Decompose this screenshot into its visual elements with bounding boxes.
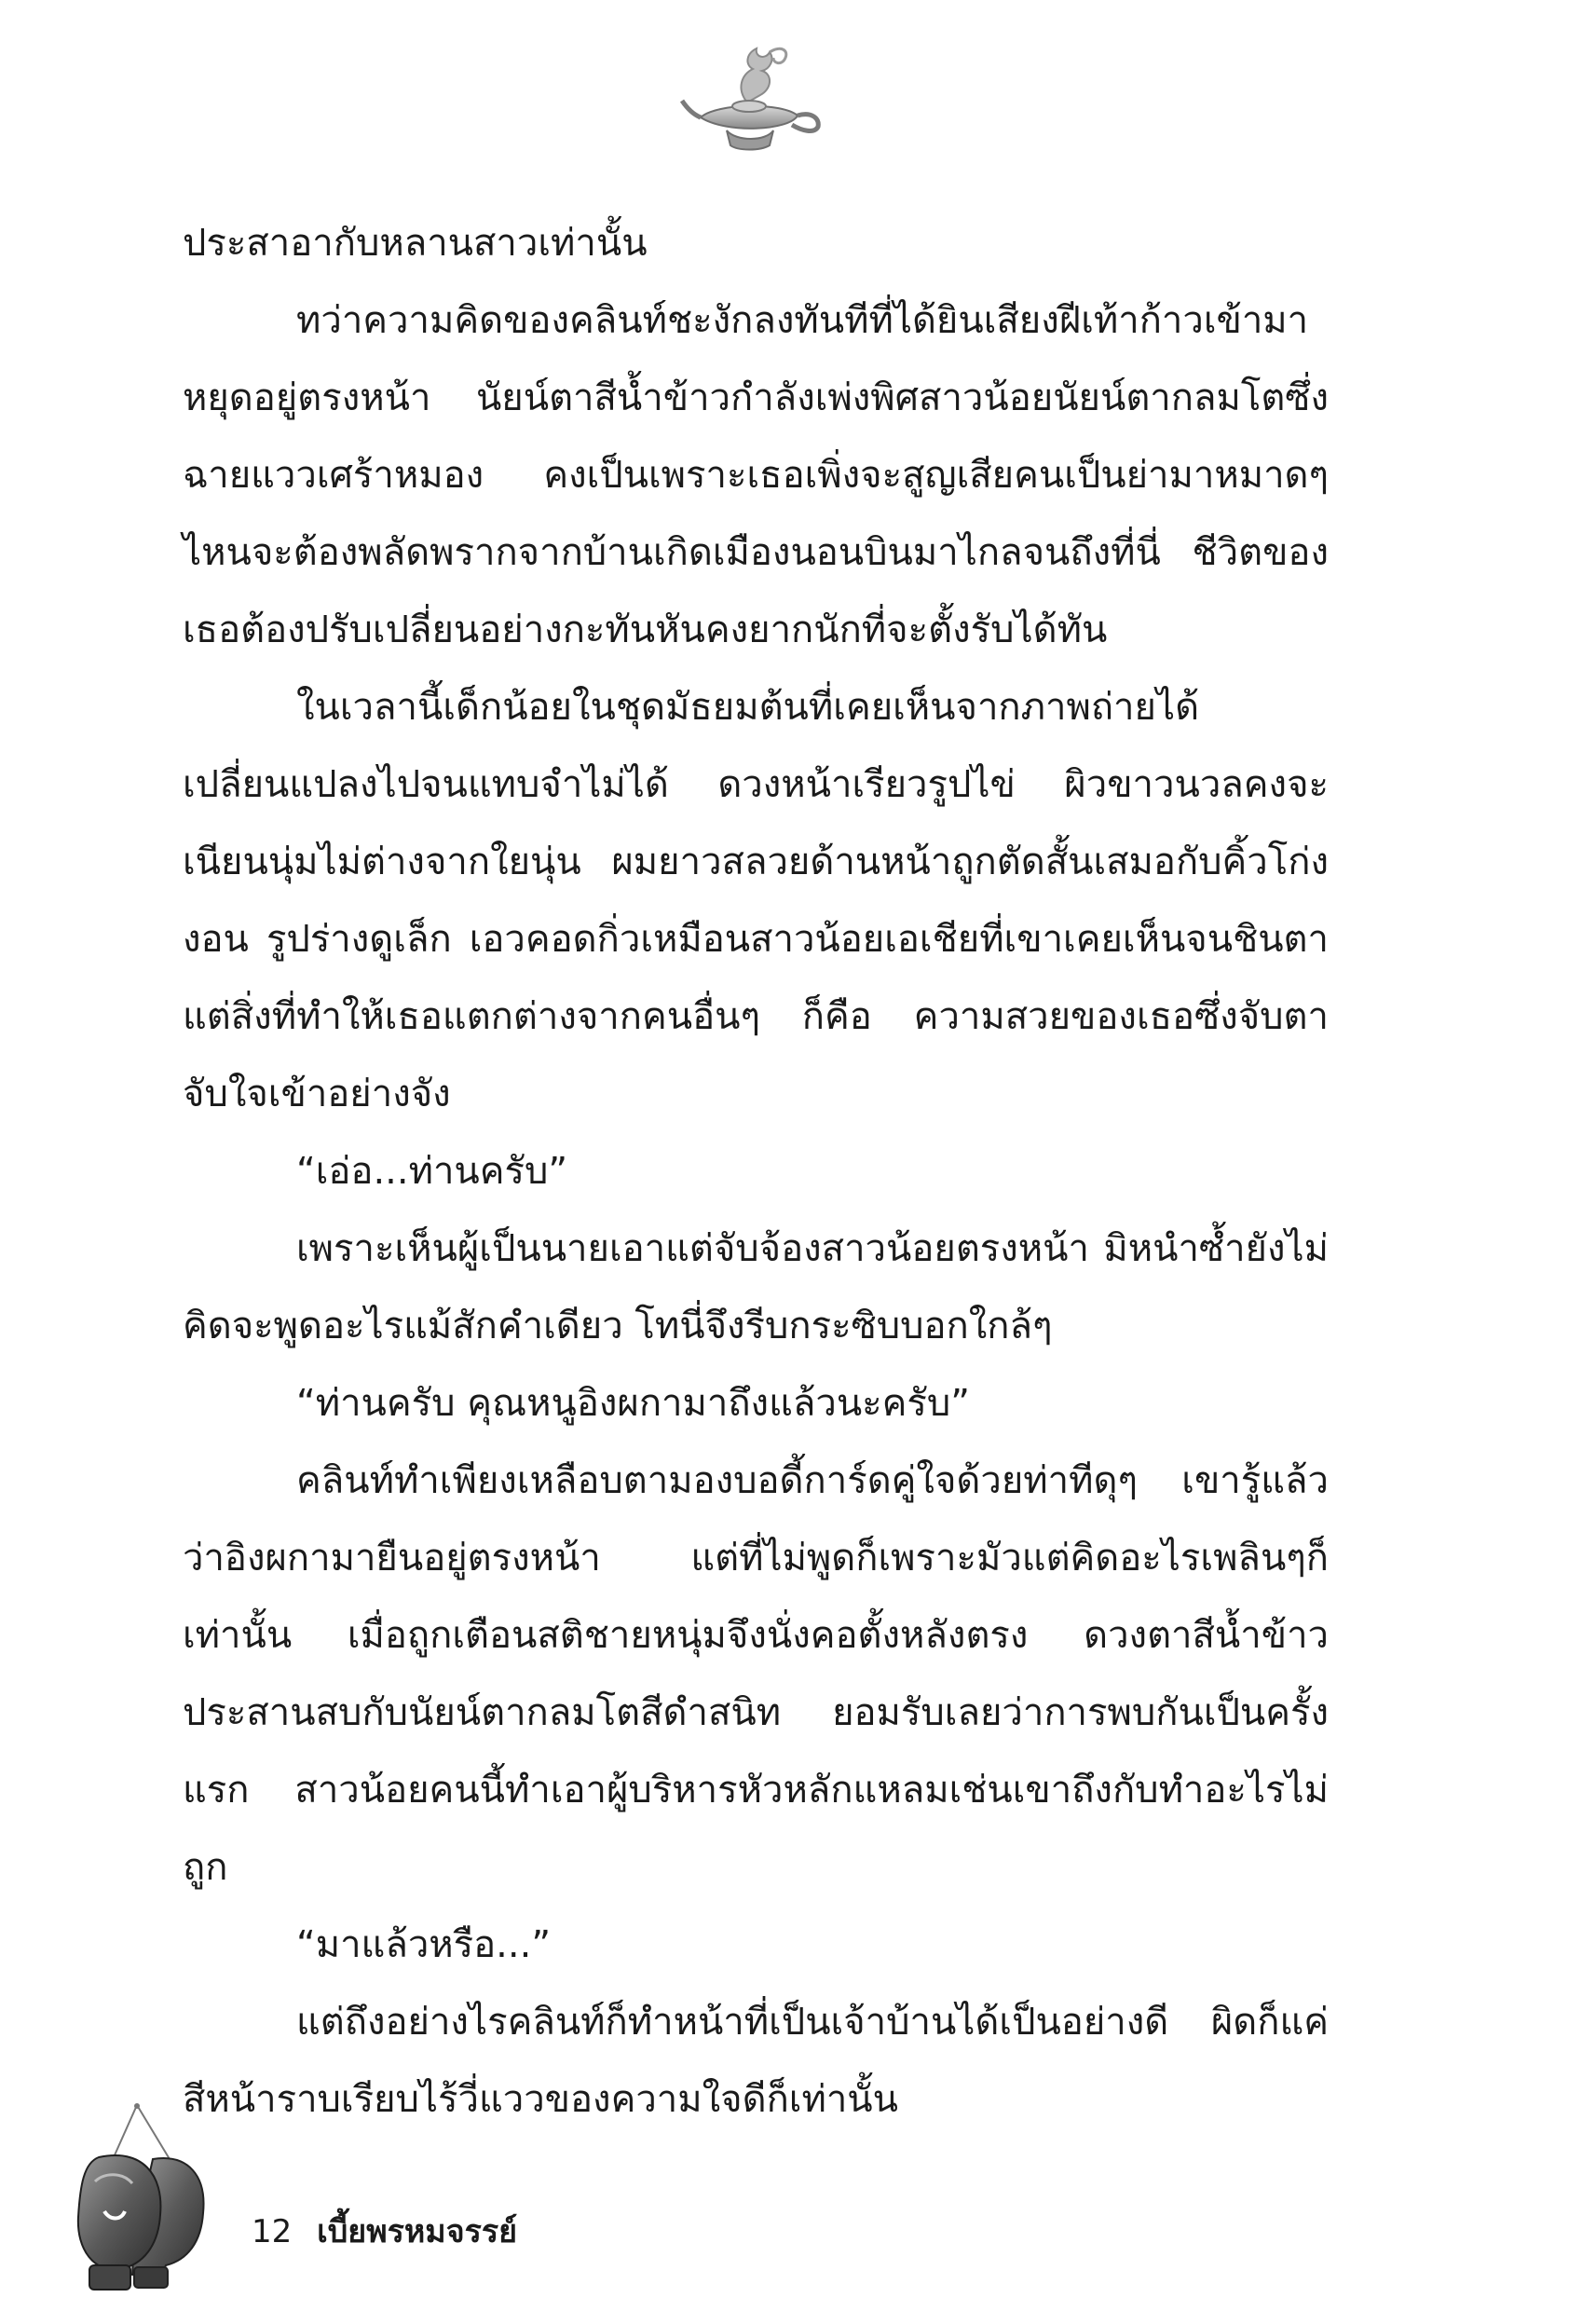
genie-lamp-icon [680,37,829,158]
paragraph: ประสาอากับหลานสาวเท่านั้น [183,222,648,265]
book-title: เบี้ยพรหมจรรย์ [317,2213,518,2250]
dialogue-line: “มาแล้วหรือ...” [296,1923,552,1966]
page-footer [252,2208,517,2255]
body-text [183,205,1329,2139]
paragraph: แต่ถึงอย่างไรคลินท์ก็ทำหน้าที่เป็นเจ้าบ้านได้เป็นอย่างดี ผิดก็แค่สีหน้าราบเรียบไร้วี่แววของความใจดีก็เท่านั้น [183,2001,1329,2121]
paragraph: ในเวลานี้เด็กน้อยในชุดมัธยมต้นที่เคยเห็นจากภาพถ่ายได้เปลี่ยนแปลงไปจนแทบจำไม่ได้ ดวงหน้าเรียวรูปไข่ ผิวขาวนวลคงจะเนียนนุ่มไม่ต่างจากใยนุ่น ผมยาวสลวยด้านหน้าถูกตัดสั้นเสมอกับคิ้วโก่งงอน รูปร่างดูเล็ก เอวคอดกิ่วเหมือนสาวน้อยเอเชียที่เขาเคยเห็นจนชินตา แต่สิ่งที่ทำให้เธอแตกต่างจากคนอื่นๆ ก็คือ ความสวยของเธอซึ่งจับตาจับใจเข้าอย่างจัง [183,686,1329,1115]
boxing-gloves-icon [67,2101,225,2297]
paragraph: เพราะเห็นผู้เป็นนายเอาแต่จับจ้องสาวน้อยตรงหน้า มิหนำซ้ำยังไม่คิดจะพูดอะไรแม้สักคำเดียว โทนี่จึงรีบกระซิบบอกใกล้ๆ [183,1227,1329,1347]
paragraph: ทว่าความคิดของคลินท์ชะงักลงทันทีที่ได้ยินเสียงฝีเท้าก้าวเข้ามาหยุดอยู่ตรงหน้า นัยน์ตาสีน้ำข้าวกำลังเพ่งพิศสาวน้อยนัยน์ตากลมโตซึ่งฉายแววเศร้าหมอง คงเป็นเพราะเธอเพิ่งจะสูญเสียคนเป็นย่ามาหมาดๆ ไหนจะต้องพลัดพรากจากบ้านเกิดเมืองนอนบินมาไกลจนถึงที่นี่ ชีวิตของเธอต้องปรับเปลี่ยนอย่างกะทันหันคงยากนักที่จะตั้งรับได้ทัน [183,299,1329,651]
page-number: 12 [252,2213,293,2250]
paragraph: คลินท์ทำเพียงเหลือบตามองบอดี้การ์ดคู่ใจด้วยท่าทีดุๆ เขารู้แล้วว่าอิงผกามายืนอยู่ตรงหน้า แต่ที่ไม่พูดก็เพราะมัวแต่คิดอะไรเพลินๆก็เท่านั้น เมื่อถูกเตือนสติชายหนุ่มจึงนั่งคอตั้งหลังตรง ดวงตาสีน้ำข้าวประสานสบกับนัยน์ตากลมโตสีดำสนิท ยอมรับเลยว่าการพบกันเป็นครั้งแรก สาวน้อยคนนี้ทำเอาผู้บริหารหัวหลักแหลมเช่นเขาถึงกับทำอะไรไม่ถูก [183,1459,1329,1889]
dialogue-line: “ท่านครับ คุณหนูอิงผกามาถึงแล้วนะครับ” [296,1382,971,1425]
dialogue-line: “เอ่อ...ท่านครับ” [296,1150,568,1193]
